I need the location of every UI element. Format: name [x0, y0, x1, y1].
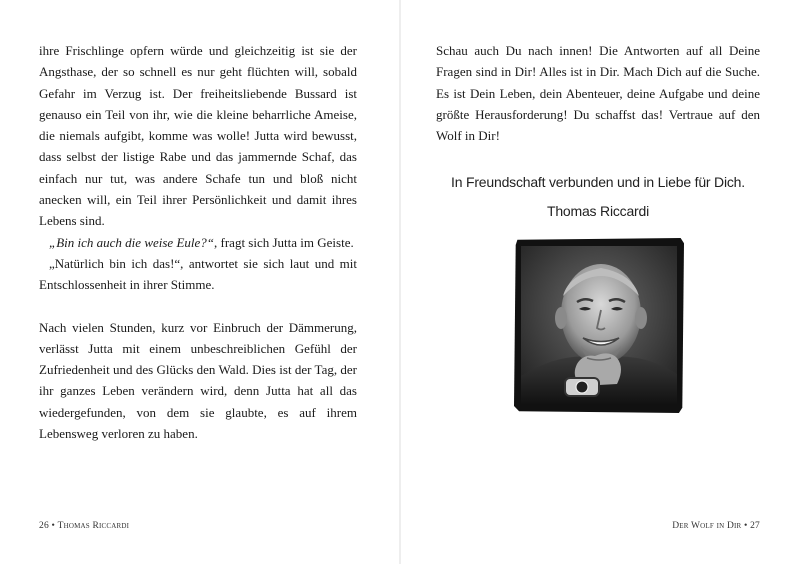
page-number-left: 26	[39, 521, 49, 531]
author-signature: Thomas Riccardi	[546, 203, 650, 219]
folio-separator-right: •	[743, 521, 748, 531]
running-head-author: Thomas Riccardi	[57, 521, 130, 531]
paragraph-look-inside: Schau auch Du nach innen! Die Antworten auf all Deine Fragen sind in Dir! Alles ist in Dir. Mach Dich auf die Suche. Es ist Dein Leben, dein Abenteuer, deine Aufgabe und deine größte Herausforderung! Du schaffst das! Vertraue auf den Wolf in Dir!	[436, 43, 760, 144]
left-page-body	[39, 40, 357, 444]
right-folio	[672, 521, 760, 531]
author-photo	[514, 238, 684, 413]
paragraph-closing: Nach vielen Stunden, kurz vor Einbruch der Dämmerung, verlässt Jutta mit einem unbeschreiblichen Gefühl der Zufriedenheit und des Glücks den Wald. Dies ist der Tag, der ihr ganzes Leben verändern wird, denn Jutta hat all das wiedergefunden, von dem sie glaubte, es auf ihrem Lebensweg verloren zu haben.	[39, 319, 357, 442]
book-gutter	[399, 0, 401, 564]
dedication-line: In Freundschaft verbunden und in Liebe für Dich.	[451, 174, 745, 190]
right-page-body	[436, 40, 760, 146]
owl-question-tail: , fragt sich Jutta im Geiste.	[214, 234, 354, 250]
paragraph-animals: ihre Frischlinge opfern würde und gleichzeitig ist sie der Angsthase, der so schnell es nur geht flüchten will, sobald Gefahr im Verzug ist. Der freiheitsliebende Bussard ist genauso ein Teil von ihr, wie die kleine beharrliche Ameise, die niemals aufgibt, komme was wolle! Jutta wird bewusst, dass selbst der listige Rabe und das jammernde Schaf, das einfach nur tut, was andere Schafe tun und bloß nicht anecken will, ein Teil ihrer Persönlichkeit und damit ihres Lebens sind.	[39, 43, 357, 229]
paragraph-answer: „Natürlich bin ich das!“, antwortet sie sich laut und mit Entschlossenheit in ihrer Stimme.	[39, 255, 357, 293]
folio-separator-left: •	[51, 521, 56, 531]
left-folio	[39, 521, 129, 531]
running-head-title: Der Wolf in Dir	[672, 521, 742, 531]
paragraph-owl-question	[39, 232, 357, 253]
owl-question: „Bin ich auch die weise Eule?“	[49, 234, 215, 250]
page-number-right: 27	[750, 521, 760, 531]
author-portrait-icon	[521, 246, 677, 405]
